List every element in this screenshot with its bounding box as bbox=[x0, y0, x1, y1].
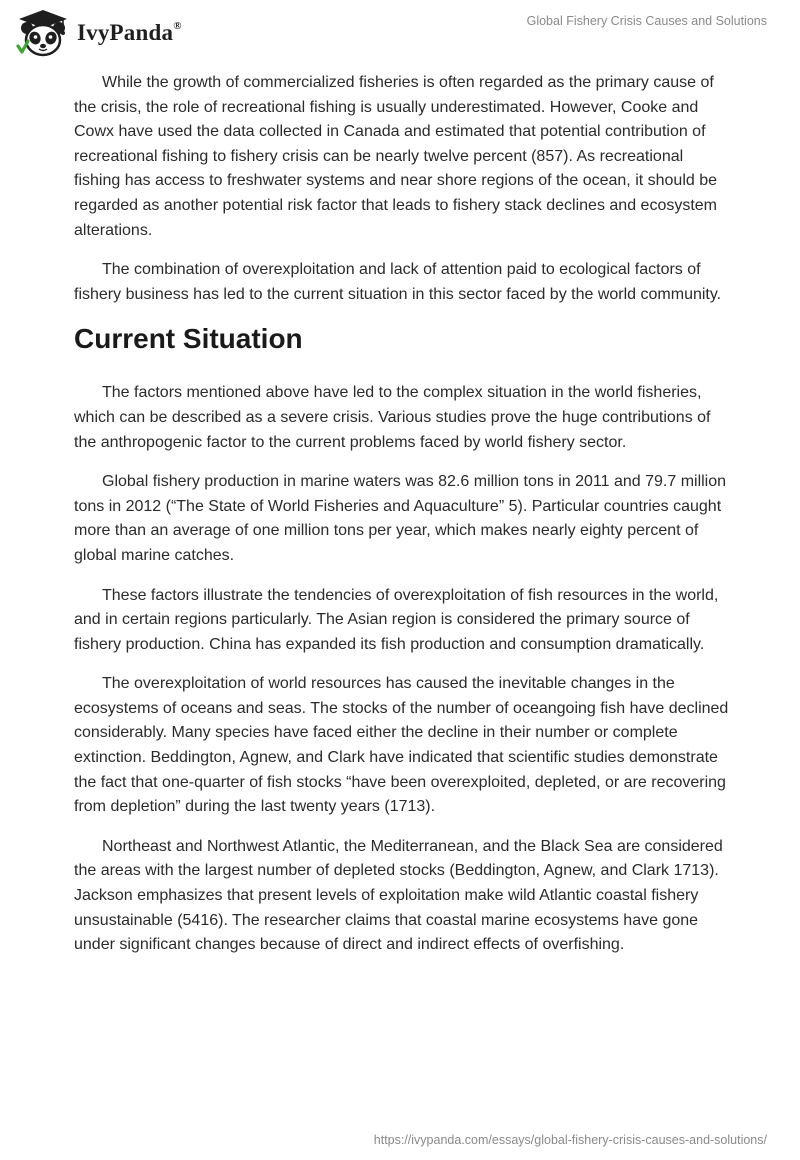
paragraph: While the growth of commercialized fisheries is often regarded as the primary cause of the crisis, the role of recreational fishing is usually underestimated. However, Cooke and Cowx have used the data collected in Canada and estimated that potential contribution of recreational fishing to fishery crisis can be nearly twelve percent (857). As recreational fishing has access to freshwater systems and near shore regions of the ocean, it should be regarded as another potential risk factor that leads to fishery stack declines and ecosystem alterations. bbox=[74, 74, 718, 239]
paragraph: The factors mentioned above have led to the complex situation in the world fisheries, which can be described as a severe crisis. Various studies prove the huge contributions of the anthropogenic factor to the current problems faced by world fishery sector. bbox=[74, 384, 711, 451]
paragraph: Global fishery production in marine waters was 82.6 million tons in 2011 and 79.7 million tons in 2012 (“The State of World Fisheries and Aquaculture” 5). Particular countries caught more than an average of one million tons per year, which makes nearly eighty percent of global marine catches. bbox=[74, 473, 727, 564]
logo-wordmark: IvyPanda® bbox=[77, 20, 182, 45]
ivypanda-logo[interactable] bbox=[15, 8, 182, 58]
section-heading: Current Situation bbox=[74, 323, 303, 355]
essay-body bbox=[74, 71, 730, 973]
document-title: Global Fishery Crisis Causes and Solutions bbox=[526, 14, 767, 28]
panda-graduate-icon bbox=[15, 8, 71, 58]
paragraph: The overexploitation of world resources has caused the inevitable changes in the ecosystems of oceans and seas. The stocks of the number of oceangoing fish have declined considerably. Many species have faced either the decline in their number or complete extinction. Beddington, Agnew, and Clark have indicated that scientific studies demonstrate the fact that one-quarter of fish stocks “have been overexploited, depleted, or are recovering from depletion” during the last twenty years (1713). bbox=[74, 675, 729, 816]
page-header bbox=[0, 0, 800, 60]
paragraph: The combination of overexploitation and lack of attention paid to ecological factors of fishery business has led to the current situation in this sector faced by the world community. bbox=[74, 261, 722, 303]
paragraph: These factors illustrate the tendencies of overexploitation of fish resources in the world, and in certain regions particularly. The Asian region is considered the primary source of fishery production. China has expanded its fish production and consumption dramatically. bbox=[74, 586, 719, 653]
paragraph: Northeast and Northwest Atlantic, the Mediterranean, and the Black Sea are considered the areas with the largest number of depleted stocks (Beddington, Agnew, and Clark 1713). Jackson emphasizes that present levels of exploitation make wild Atlantic coastal fishery unsustainable (5416). The researcher claims that coastal marine ecosystems have gone under significant changes because of direct and indirect effects of overfishing. bbox=[74, 837, 723, 954]
source-url[interactable]: https://ivypanda.com/essays/global-fishery-crisis-causes-and-solutions/ bbox=[373, 1133, 767, 1147]
